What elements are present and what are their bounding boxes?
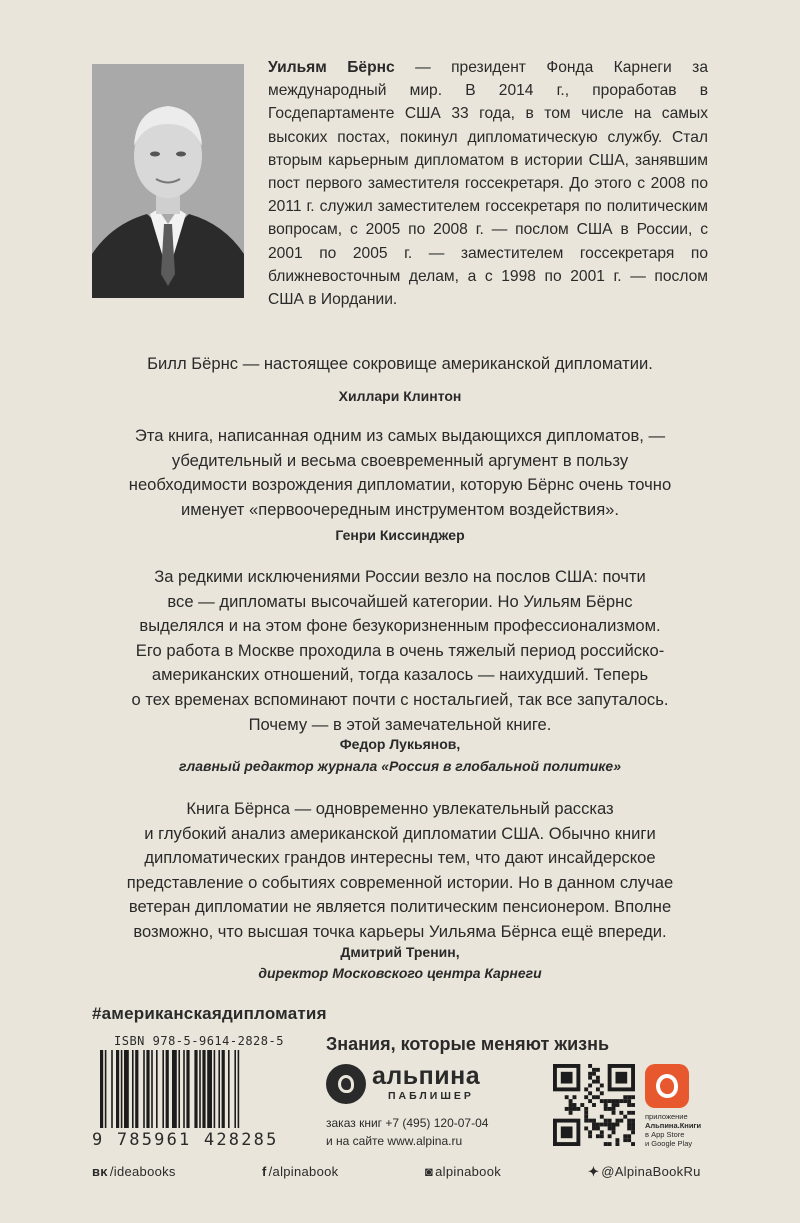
quote-line: возможно, что высшая точка карьеры Уильяма Бёрнса ещё впереди.: [133, 921, 667, 941]
quote-4-author-role: директор Московского центра Карнеги: [258, 965, 542, 981]
author-name: Уильям Бёрнс: [268, 59, 395, 76]
quote-line: именует «первоочередным инструментом воздействия».: [180, 499, 620, 519]
app-caption: [645, 1112, 715, 1148]
order-site: и на сайте www.alpina.ru: [326, 1134, 463, 1148]
quote-line: ветеран дипломатии не является политическим пенсионером. Вполне: [128, 897, 672, 917]
quote-2-author: Генри Киссинджер: [335, 527, 465, 543]
quote-line: дипломатических грандов интересны тем, что дают инсайдерское: [144, 848, 656, 868]
quote-line: Его работа в Москве проходила в очень тяжелый период российско-: [135, 640, 665, 660]
quote-1: [70, 352, 730, 377]
app-line-4: и Google Play: [645, 1139, 693, 1148]
twitter-icon: ✦: [588, 1164, 600, 1179]
quote-line: Билл Бёрнс — настоящее сокровище американской дипломатии.: [147, 354, 653, 373]
app-icon: [645, 1064, 689, 1108]
quote-line: о тех временах вспоминают почти с ностальгией, так все запуталось.: [131, 689, 669, 709]
social-vk-handle: /ideabooks: [109, 1164, 176, 1179]
quote-line: представление о событиях современной истории. Но в данном случае: [126, 872, 674, 892]
quote-line: и глубокий анализ американской дипломатии США. Обычно книги: [144, 823, 656, 843]
quote-line: За редкими исключениями России везло на послов США: почти: [154, 567, 646, 586]
publisher-slogan: Знания, которые меняют жизнь: [326, 1034, 610, 1054]
social-ig-handle: alpinabook: [435, 1164, 502, 1179]
vk-icon: ʙᴋ: [92, 1164, 108, 1179]
author-bio-text: — президент Фонда Карнеги за международный мир. В 2014 г., проработав в Госдепартаменте США 33 года, в том числе на самых высоких постах, покинул дипломатическую службу. Стал вторым карьерным дипломатом в истории США, занявшим пост первого заместителя госсекретаря. До этого с 2008 по 2011 г. служил заместителем госсекретаря по политическим вопросам, с 2005 по 2008 г. — послом США в России, с 2001 по 2005 г. — заместителем госсекретаря по ближневосточным делам, а с 1998 по 2001 г. — послом США в Иордании.: [268, 59, 708, 309]
quote-4-author: Дмитрий Тренин,: [340, 944, 460, 960]
quote-line: Эта книга, написанная одним из самых выдающихся дипломатов, —: [134, 426, 666, 445]
app-line-1: приложение: [645, 1112, 688, 1121]
quote-line: Почему — в этой замечательной книге.: [248, 714, 552, 734]
quote-3-author: Федор Лукьянов,: [339, 736, 461, 752]
publisher-logo-icon: [326, 1062, 506, 1106]
publisher-name: альпина: [372, 1062, 481, 1090]
social-fb-handle: /alpinabook: [268, 1164, 339, 1179]
hashtag: #американскаядипломатия: [92, 1004, 327, 1023]
social-ig: [425, 1164, 501, 1179]
order-phone: заказ книг +7 (495) 120-07-04: [326, 1116, 489, 1130]
isbn-label: ISBN 978-5-9614-2828-5: [114, 1034, 284, 1048]
app-line-2: Альпина.Книги: [645, 1121, 702, 1130]
quote-line: необходимости возрождения дипломатии, которую Бёрнс очень точно: [128, 475, 672, 495]
quote-line: все — дипломаты высочайшей категории. Но Уильям Бёрнс: [167, 591, 633, 611]
social-vk: [92, 1164, 176, 1179]
barcode-digits: 9 785961 428285: [92, 1130, 279, 1150]
barcode-icon: [100, 1050, 290, 1130]
quote-3-author-role: главный редактор журнала «Россия в глобальной политике»: [179, 758, 621, 774]
quote-line: убедительный и весьма своевременный аргумент в пользу: [171, 450, 629, 470]
author-bio: [268, 56, 708, 311]
quote-3: [70, 565, 730, 737]
social-tw: [588, 1164, 701, 1180]
social-tw-handle: @AlpinaBookRu: [601, 1164, 701, 1179]
quote-line: Книга Бёрнса — одновременно увлекательный рассказ: [186, 799, 614, 818]
quote-line: американских отношений, тогда казалось — наихудший. Теперь: [151, 665, 649, 685]
author-photo: [92, 64, 244, 298]
quote-2: [70, 424, 730, 522]
facebook-icon: f: [262, 1164, 267, 1179]
order-info: [326, 1114, 488, 1150]
instagram-icon: ◙: [425, 1164, 434, 1179]
social-fb: [262, 1164, 338, 1179]
quote-4: [70, 797, 730, 945]
quote-line: выделялся и на этом фоне безукоризненным профессионализмом.: [139, 616, 661, 636]
publisher-sub: ПАБЛИШЕР: [388, 1090, 474, 1102]
app-line-3: в App Store: [645, 1130, 685, 1139]
qr-code-icon: [553, 1064, 635, 1146]
publisher-mark-icon: [326, 1064, 366, 1104]
quote-1-author: Хиллари Клинтон: [338, 388, 462, 404]
